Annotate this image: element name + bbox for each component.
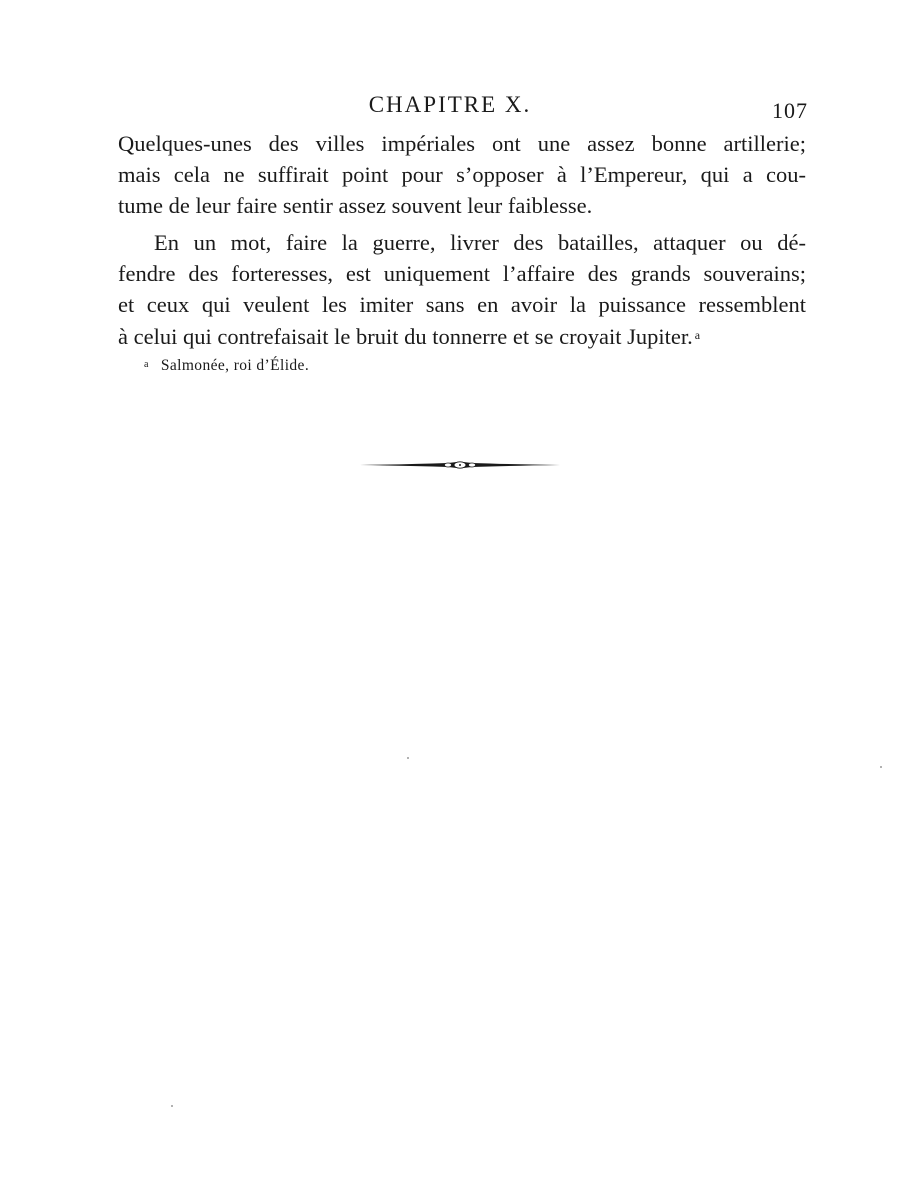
- paper-speck: [880, 766, 882, 768]
- text-line: fendre des forteresses, est uniquement l’affaire des grands souverains;: [118, 261, 806, 286]
- paragraph-2: [118, 227, 806, 352]
- footnote: [144, 357, 309, 375]
- footnote-reference[interactable]: a: [694, 328, 701, 342]
- running-head: CHAPITRE X.: [368, 92, 532, 117]
- text-line: et ceux qui veulent les imiter sans en avoir la puissance ressemblent: [118, 292, 806, 317]
- paragraph-1: [118, 128, 806, 221]
- text-line-with-note: [118, 320, 806, 352]
- paper-speck: [407, 757, 409, 759]
- paper-speck: [171, 1105, 173, 1107]
- footnote-marker: a: [144, 359, 149, 370]
- text-line: tume de leur faire sentir assez souvent leur faiblesse.: [118, 193, 593, 218]
- page-number: 107: [772, 98, 808, 123]
- text-line: à celui qui contrefaisait le bruit du tonnerre et se croyait Jupiter.: [118, 324, 693, 349]
- text-line: En un mot, faire la guerre, livrer des batailles, attaquer ou dé-: [154, 230, 806, 255]
- text-line: mais cela ne suffirait point pour s’opposer à l’Empereur, qui a cou-: [118, 162, 806, 187]
- footnote-text: Salmonée, roi d’Élide.: [160, 357, 310, 374]
- text-line: Quelques-unes des villes impériales ont une assez bonne artillerie;: [118, 131, 806, 156]
- ornament-divider-icon: [360, 458, 560, 472]
- body-text: [118, 128, 806, 352]
